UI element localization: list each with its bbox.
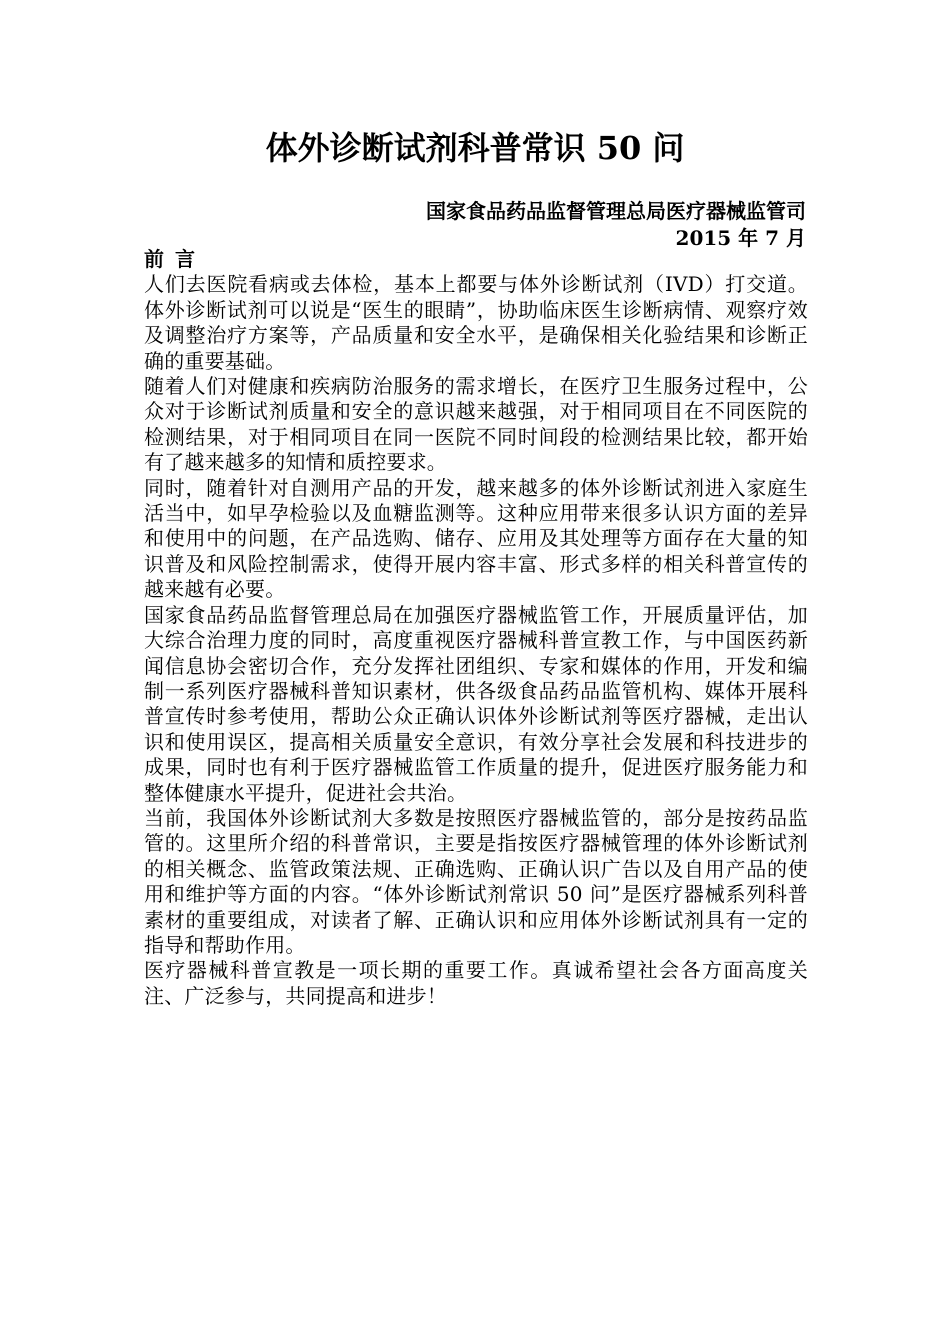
- body-text: [144, 247, 808, 1009]
- paragraph: 国家食品药品监督管理总局在加强医疗器械监管工作，开展质量评估，加大综合治理力度的同时，高度重视医疗器械科普宣教工作，与中国医药新闻信息协会密切合作，充分发挥社团组织、专家和媒体的作用，开发和编制一系列医疗器械科普知识素材，供各级食品药品监管机构、媒体开展科普宣传时参考使用，帮助公众正确认识体外诊断试剂等医疗器械，走出认识和使用误区，提高相关质量安全意识，有效分享社会发展和科技进步的成果，同时也有利于医疗器械监管工作质量的提升，促进医疗服务能力和整体健康水平提升，促进社会共治。: [144, 602, 808, 805]
- paragraph: 同时，随着针对自测用产品的开发，越来越多的体外诊断试剂进入家庭生活当中，如早孕检验以及血糖监测等。这种应用带来很多认识方面的差异和使用中的问题，在产品选购、储存、应用及其处理等方面存在大量的知识普及和风险控制需求，使得开展内容丰富、形式多样的相关科普宣传的越来越有必要。: [144, 475, 808, 602]
- paragraph: 医疗器械科普宣教是一项长期的重要工作。真诚希望社会各方面高度关注、广泛参与，共同提高和进步！: [144, 958, 808, 1008]
- paragraph: 当前，我国体外诊断试剂大多数是按照医疗器械监管的，部分是按药品监管的。这里所介绍的科普常识，主要是指按医疗器械管理的体外诊断试剂的相关概念、监管政策法规、正确选购、正确认识广告以及自用产品的使用和维护等方面的内容。“体外诊断试剂常识 50 问”是医疗器械系列科普素材的重要组成，对读者了解、正确认识和应用体外诊断试剂具有一定的指导和帮助作用。: [144, 805, 808, 957]
- date-line: 2015 年 7 月: [675, 226, 806, 250]
- paragraph: 随着人们对健康和疾病防治服务的需求增长，在医疗卫生服务过程中，公众对于诊断试剂质量和安全的意识越来越强，对于相同项目在不同医院的检测结果，对于相同项目在同一医院不同时间段的检测结果比较，都开始有了越来越多的知情和质控要求。: [144, 374, 808, 475]
- document-title: 体外诊断试剂科普常识 50 问: [265, 129, 685, 167]
- preface-heading: 前 言: [144, 247, 197, 271]
- issuer-line: 国家食品药品监督管理总局医疗器械监管司: [426, 199, 806, 223]
- paragraph: 人们去医院看病或去体检，基本上都要与体外诊断试剂（IVD）打交道。体外诊断试剂可以说是“医生的眼睛”，协助临床医生诊断病情、观察疗效及调整治疗方案等，产品质量和安全水平，是确保相关化验结果和诊断正确的重要基础。: [144, 272, 808, 373]
